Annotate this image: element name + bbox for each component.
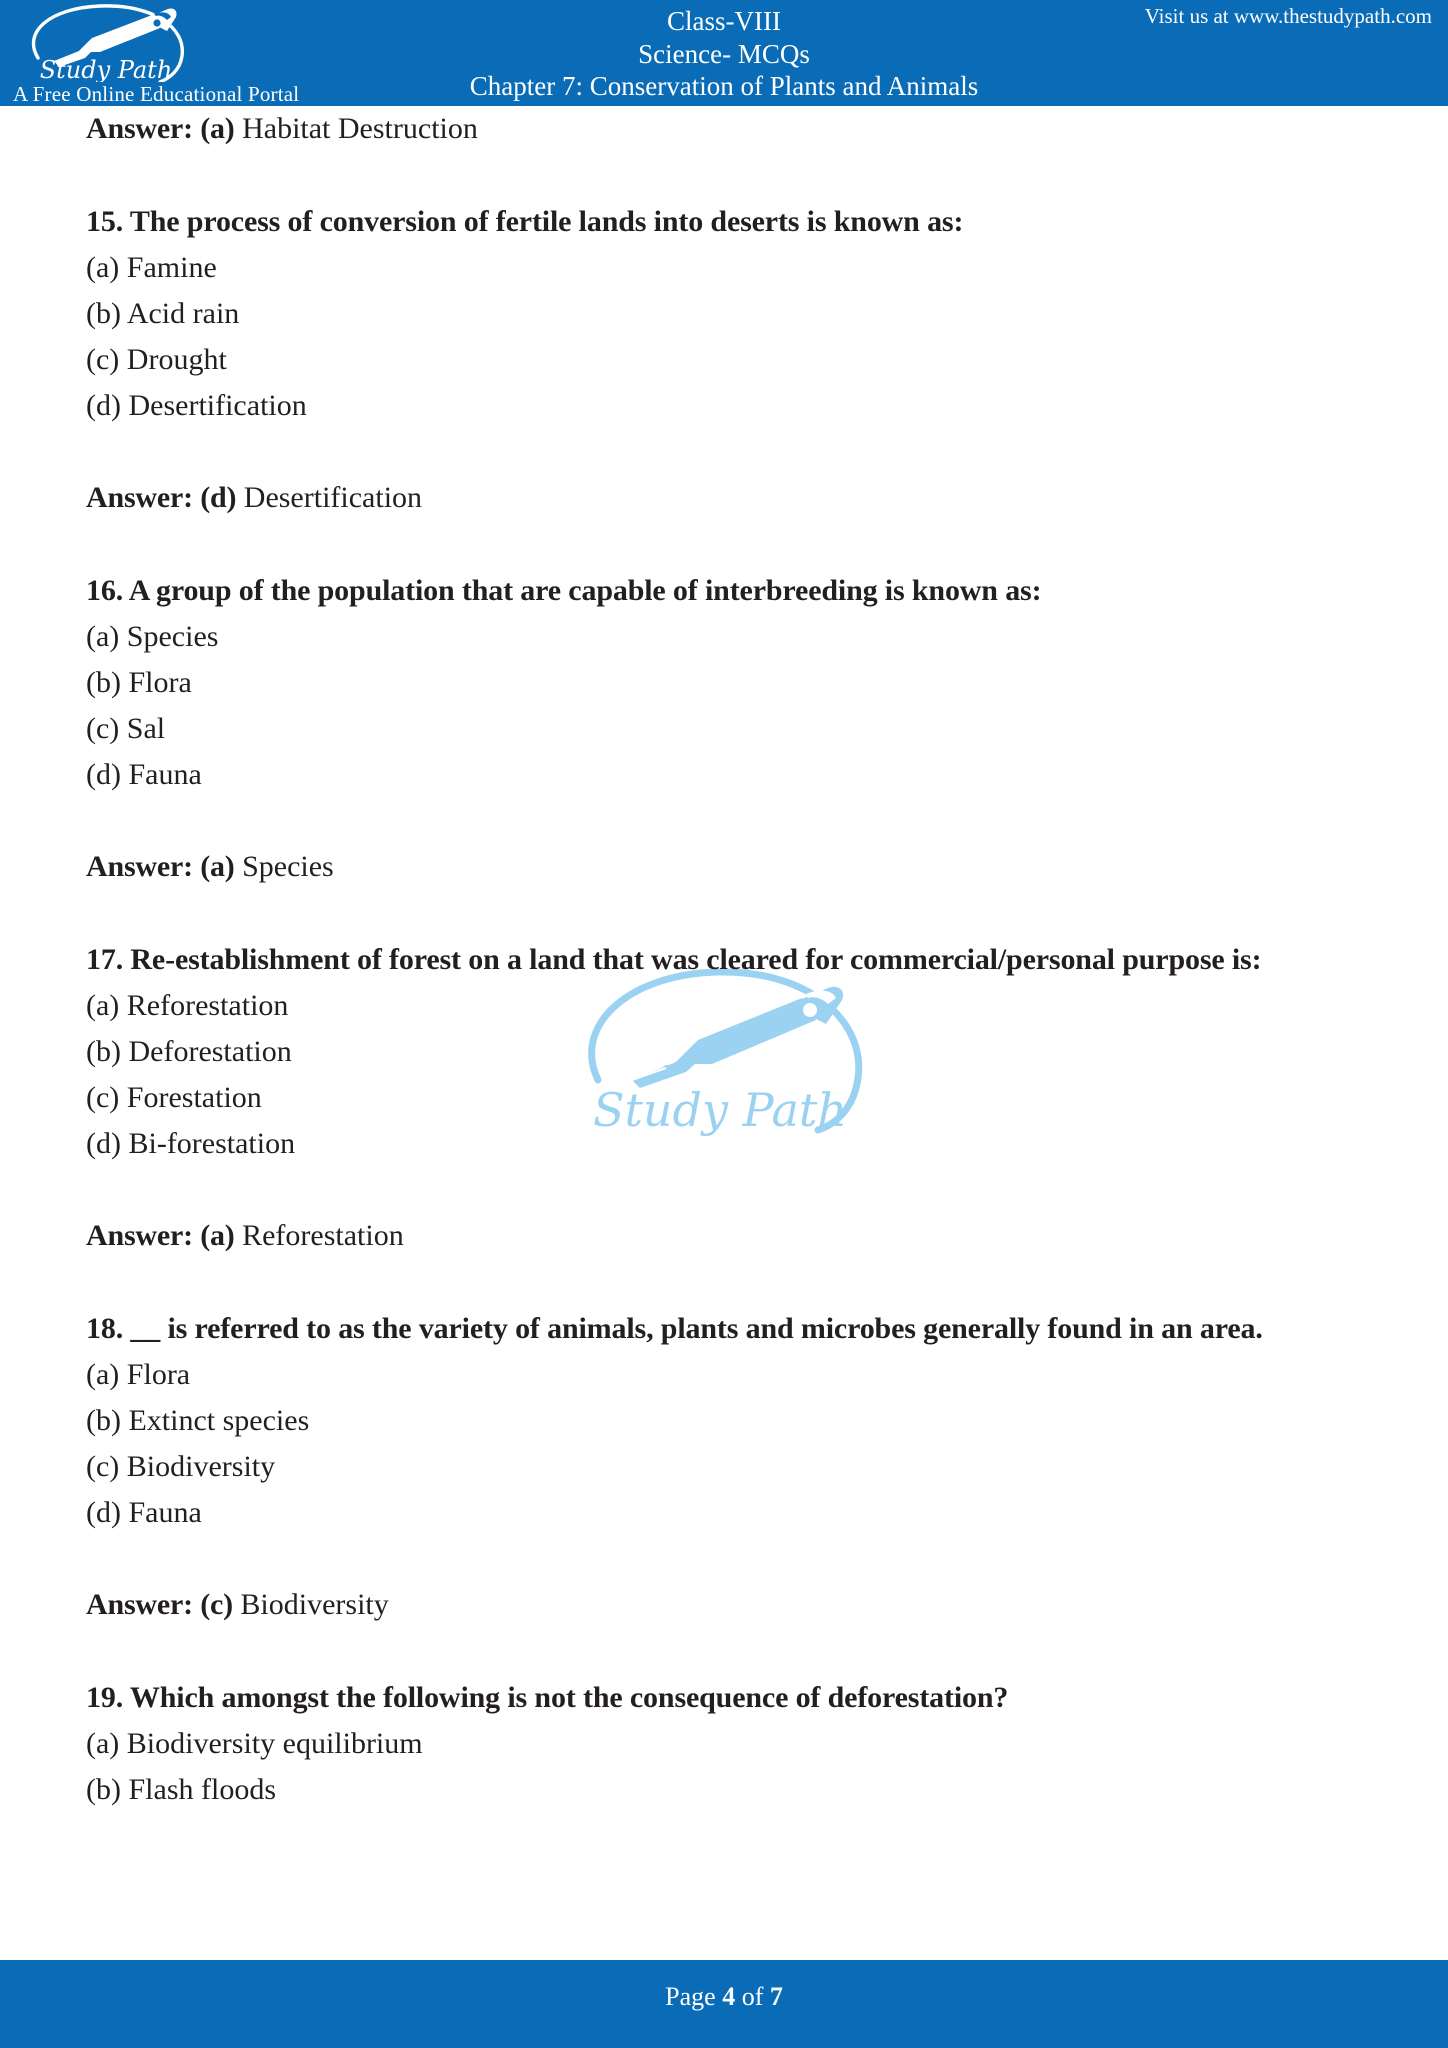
option-item[interactable]: (b) Extinct species [86,1404,310,1437]
spacer [86,1536,1386,1582]
page-footer [0,1960,1448,2048]
option-item[interactable]: (c) Drought [86,343,227,376]
question-text: Which amongst the following is not the consequence of deforestation? [129,1681,1009,1714]
option-item[interactable]: (c) Sal [86,712,166,745]
header-class-line: Class-VIII [667,6,781,36]
question-heading [86,198,1386,245]
question-block [86,1305,1386,1628]
header-subject-line: Science- MCQs [638,39,810,69]
page-header [0,0,1448,106]
option-item[interactable]: (d) Desertification [86,389,307,422]
option-item[interactable]: (d) Bi-forestation [86,1127,296,1160]
spacer [86,429,1386,475]
question-heading [86,567,1386,614]
header-chapter-line: Chapter 7: Conservation of Plants and Animals [469,71,979,101]
question-block [86,1674,1386,1813]
answer-line [86,844,1386,890]
answer-label: Answer: (d) [86,481,237,514]
question-text: __ is referred to as the variety of animals, plants and microbes generally found in an area. [130,1312,1263,1345]
question-heading [86,1305,1386,1352]
mcq-content [86,106,1386,1813]
option-item[interactable]: (c) Biodiversity [86,1450,276,1483]
spacer [86,1259,1386,1305]
answer-label: Answer: (c) [86,1588,233,1621]
option-item[interactable]: (b) Deforestation [86,1035,292,1068]
page-total: 7 [769,1982,783,2011]
question-block [86,198,1386,521]
option-item[interactable]: (a) Reforestation [86,989,289,1022]
spacer [86,798,1386,844]
svg-text:Study Path: Study Path [592,1083,848,1137]
question-number: 16. [86,574,124,607]
question-number: 17. [86,943,124,976]
question-block [86,567,1386,890]
option-item[interactable]: (c) Forestation [86,1081,262,1114]
page-middle: of [735,1982,770,2011]
answer-label: Answer: (a) [86,850,235,883]
page-prefix: Page [665,1982,723,2011]
answer-line [86,475,1386,521]
question-number: 19. [86,1681,124,1714]
page-current: 4 [722,1982,736,2011]
option-item[interactable]: (a) Famine [86,251,217,284]
answer-value: Habitat Destruction [242,112,478,145]
question-heading [86,936,1386,983]
spacer [86,521,1386,567]
answer-value: Reforestation [242,1219,404,1252]
answer-line [86,1582,1386,1628]
option-item[interactable]: (a) Flora [86,1358,191,1391]
spacer [86,890,1386,936]
spacer [86,152,1386,198]
spacer [86,1628,1386,1674]
question-text: A group of the population that are capable of interbreeding is known as: [128,574,1042,607]
question-text: Re-establishment of forest on a land that was cleared for commercial/personal purpose is: [130,943,1262,976]
option-item[interactable]: (d) Fauna [86,1496,202,1529]
logo-wordmark: Study Path [39,56,173,82]
option-item[interactable]: (b) Flora [86,666,192,699]
question-number: 18. [86,1312,124,1345]
page-number-label [0,1982,1448,2012]
answer-value: Species [242,850,334,883]
option-item[interactable]: (a) Biodiversity equilibrium [86,1727,423,1760]
option-item[interactable]: (d) Fauna [86,758,202,791]
option-item[interactable]: (b) Flash floods [86,1773,276,1806]
question-number: 15. [86,205,124,238]
question-text: The process of conversion of fertile lands into deserts is known as: [129,205,964,238]
spacer [86,1167,1386,1213]
option-item[interactable]: (b) Acid rain [86,297,240,330]
answer-label: Answer: (a) [86,1219,235,1252]
logo-tagline: A Free Online Educational Portal [13,82,300,106]
question-block [86,936,1386,1259]
header-website-link[interactable]: Visit us at www.thestudypath.com [1144,4,1432,28]
question-heading [86,1674,1386,1721]
answer-value: Biodiversity [240,1588,389,1621]
answer-value: Desertification [243,481,423,514]
answer-line [86,106,1386,152]
answer-line [86,1213,1386,1259]
option-item[interactable]: (a) Species [86,620,219,653]
answer-label: Answer: (a) [86,112,235,145]
